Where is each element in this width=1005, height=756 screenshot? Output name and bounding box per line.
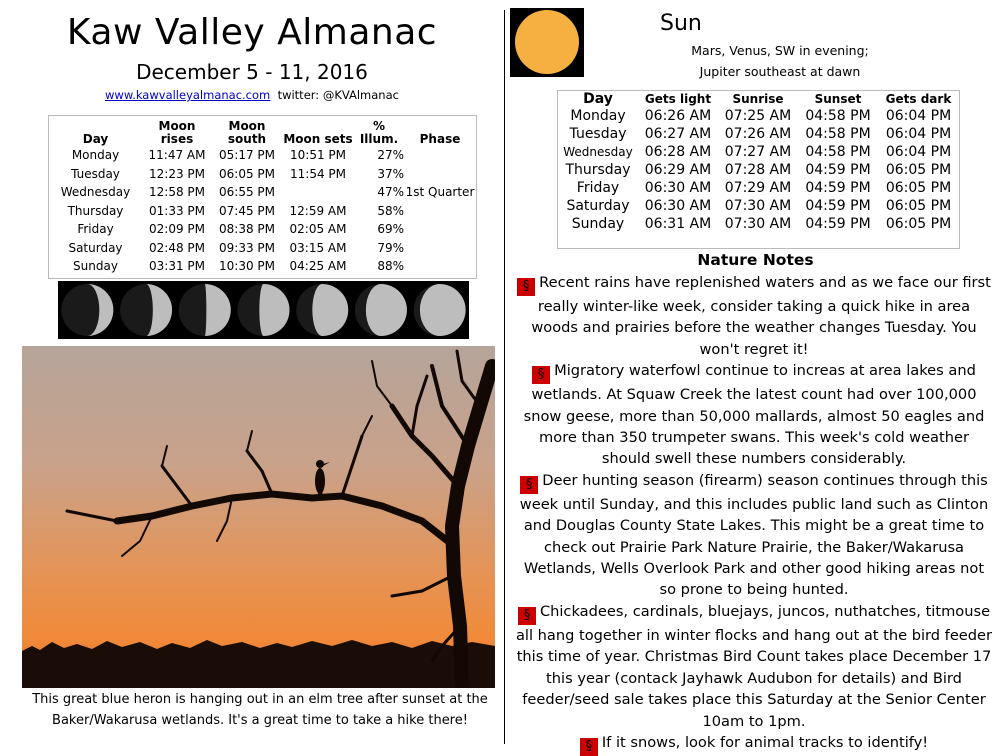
moon-phase: [404, 202, 476, 221]
moon-set-time: 12:59 AM: [289, 203, 347, 218]
moon-header-sets: Moon sets: [283, 132, 353, 146]
website-link[interactable]: www.kawvalleyalmanac.com: [105, 88, 271, 102]
moon-set-time: 02:05 AM: [289, 222, 347, 237]
sun-sunrise: 07:25 AM: [724, 108, 792, 124]
moon-day: Sunday: [73, 259, 118, 274]
planets-note: [690, 40, 870, 82]
moon-phase: [404, 220, 476, 239]
sun-gets-light: 06:27 AM: [644, 126, 712, 142]
moon-day: Monday: [71, 148, 120, 163]
moon-phase-images: [58, 281, 469, 339]
sun-day: Wednesday: [563, 145, 633, 159]
sun-sunrise: 07:27 AM: [724, 144, 792, 160]
moon-row: [49, 220, 476, 239]
moon-phase-icon: [179, 284, 231, 336]
sun-table-body: [558, 107, 959, 233]
sun-gets-dark: 06:05 PM: [885, 216, 952, 232]
sun-row: [558, 107, 959, 125]
moon-phase: [404, 239, 476, 258]
moon-phase-icon: [61, 284, 113, 336]
sun-sunrise: 07:30 AM: [724, 198, 792, 214]
moon-south-time: 10:30 PM: [219, 259, 275, 274]
heron-photo: [22, 346, 495, 688]
moon-south-time: 07:45 PM: [219, 203, 275, 218]
moon-illum: 37%: [377, 166, 404, 181]
moon-phase-icon: [120, 284, 172, 336]
sun-gets-light: 06:30 AM: [644, 198, 712, 214]
moon-phase-icon: [414, 284, 466, 336]
moon-rise-time: 02:09 PM: [149, 222, 205, 237]
moon-header-rises: Moon rises: [158, 119, 196, 146]
moon-rise-time: 12:58 PM: [149, 185, 205, 200]
twitter-handle: twitter: @KVAlmanac: [277, 88, 399, 102]
sun-gets-dark: 06:05 PM: [885, 180, 952, 196]
heron-sunset-image: [22, 346, 495, 688]
sun-row: [558, 125, 959, 143]
moon-illum: 79%: [377, 240, 404, 255]
sun-header-sunrise: Sunrise: [732, 92, 784, 106]
moon-header-phase: Phase: [419, 132, 461, 146]
section-marker-icon: §: [518, 607, 536, 625]
sun-gets-light: 06:30 AM: [644, 180, 712, 196]
date-range: December 5 - 11, 2016: [136, 60, 368, 84]
planets-line-1: Mars, Venus, SW in evening;: [691, 43, 869, 58]
sun-day: Sunday: [571, 216, 625, 232]
sun-row: [558, 143, 959, 161]
moon-day: Friday: [77, 222, 114, 237]
moon-row: [49, 202, 476, 221]
moon-illum: 88%: [377, 259, 404, 274]
sun-sunset: 04:59 PM: [805, 162, 871, 178]
moon-row: [49, 165, 476, 184]
nature-note: [514, 360, 994, 470]
nature-note-text: Recent rains have replenished waters and as we face our first really winter-like week, consider taking a quick hike in area woods and prairies before the weather changes Tuesday. You won't regret it!: [531, 274, 991, 358]
moon-illum: 27%: [377, 148, 404, 163]
moon-header-day: Day: [82, 132, 109, 146]
almanac-title: Kaw Valley Almanac: [66, 12, 438, 53]
nature-note-text: If it snows, look for animal tracks to identify!: [601, 733, 929, 751]
moon-rise-time: 03:31 PM: [149, 259, 205, 274]
moon-day: Tuesday: [71, 166, 120, 181]
moon-phase: 1st Quarter: [405, 185, 475, 200]
moon-set-time: [282, 183, 354, 202]
sun-day: Monday: [570, 108, 626, 124]
sun-table: [558, 91, 959, 233]
sun-day: Thursday: [565, 162, 631, 178]
nature-notes-title: Nature Notes: [697, 251, 814, 269]
moon-set-time: 10:51 PM: [290, 148, 346, 163]
moon-table-body: [49, 146, 476, 276]
section-marker-icon: §: [580, 738, 598, 756]
moon-south-time: 06:55 PM: [219, 185, 275, 200]
moon-row: [49, 257, 476, 276]
moon-day: Saturday: [68, 240, 123, 255]
moon-set-time: 04:25 AM: [289, 259, 347, 274]
moon-phase-icon: [296, 284, 348, 336]
sun-header-sunset: Sunset: [814, 92, 862, 106]
moon-phase-icon: [355, 284, 407, 336]
sun-gets-light: 06:29 AM: [644, 162, 712, 178]
nature-note: [514, 272, 994, 360]
sun-gets-light: 06:28 AM: [644, 144, 712, 160]
moon-rise-time: 11:47 AM: [148, 148, 206, 163]
sun-sunrise: 07:29 AM: [724, 180, 792, 196]
moon-south-time: 08:38 PM: [219, 222, 275, 237]
moon-illum: 58%: [377, 203, 404, 218]
moon-rise-time: 01:33 PM: [149, 203, 205, 218]
sun-gets-dark: 06:04 PM: [885, 144, 952, 160]
nature-note-text: Migratory waterfowl continue to increas at area lakes and wetlands. At Squaw Creek the latest count had over 100,000 snow geese, more than 50,000 mallards, almost 50 eagles and more than 350 trumpeter swans. This week's cold weather should swell these numbers considerably.: [523, 362, 985, 468]
nature-note: [514, 470, 994, 601]
moon-day: Wednesday: [60, 185, 131, 200]
moon-day: Thursday: [67, 203, 124, 218]
section-marker-icon: §: [532, 366, 550, 384]
moon-phase: [404, 257, 476, 276]
sun-row: [558, 215, 959, 233]
nature-note: [514, 601, 994, 732]
sun-sunset: 04:58 PM: [805, 126, 871, 142]
sun-day: Friday: [576, 180, 620, 196]
sun-header-gets-dark: Gets dark: [885, 92, 952, 106]
sun-disc: [510, 8, 584, 77]
sun-header-day: Day: [583, 91, 613, 107]
sun-sunset: 04:58 PM: [805, 144, 871, 160]
nature-note-text: Chickadees, cardinals, bluejays, juncos, nuthatches, titmouse all hang together in winter flocks and hang out at the bird feeder this time of year. Christmas Bird Count takes place December 17 this year (contack Jayhawk Audubon for details) and Bird feeder/seed sale takes place this Saturday at the Senior Center 10am to 1pm.: [515, 602, 993, 730]
nature-notes-list: [514, 272, 994, 756]
sun-day: Tuesday: [569, 126, 627, 142]
planets-line-2: Jupiter southeast at dawn: [699, 64, 861, 79]
nature-note-text: Deer hunting season (firearm) season continues through this week until Sunday, and this includes public land such as Clinton and Douglas County State Lakes. This might be a great time to check out Prairie Park Nature Prairie, the Baker/Wakarusa Wetlands, Wells Overlook Park and other good hiking areas not so prone to being hunted.: [519, 471, 989, 599]
sun-day: Saturday: [566, 198, 630, 214]
moon-set-time: 03:15 AM: [289, 240, 347, 255]
sun-gets-light: 06:26 AM: [644, 108, 712, 124]
moon-south-time: 06:05 PM: [219, 166, 275, 181]
moon-row: [49, 146, 476, 165]
sun-image: [510, 8, 584, 77]
section-marker-icon: §: [517, 278, 535, 296]
moon-south-time: 05:17 PM: [219, 148, 275, 163]
sun-gets-dark: 06:05 PM: [885, 162, 952, 178]
moon-phase-icon: [238, 284, 290, 336]
sun-row: [558, 179, 959, 197]
photo-caption: This great blue heron is hanging out in an elm tree after sunset at the Baker/Wakarusa wetlands. It's a great time to take a hike there!: [32, 692, 488, 728]
sun-sunrise: 07:26 AM: [724, 126, 792, 142]
moon-illum: 69%: [377, 222, 404, 237]
sun-title: Sun: [660, 11, 702, 36]
moon-table-box: [48, 115, 477, 279]
sun-sunset: 04:59 PM: [805, 180, 871, 196]
moon-set-time: 11:54 PM: [290, 166, 346, 181]
section-marker-icon: §: [520, 476, 538, 494]
sun-gets-dark: 06:04 PM: [885, 126, 952, 142]
moon-header-illum: % Illum.: [359, 119, 399, 146]
moon-row: [49, 239, 476, 258]
moon-illum: 47%: [377, 185, 404, 200]
moon-rise-time: 02:48 PM: [149, 240, 205, 255]
sun-table-box: [557, 90, 960, 249]
moon-phase: [404, 165, 476, 184]
moon-rise-time: 12:23 PM: [149, 166, 205, 181]
sun-gets-dark: 06:05 PM: [885, 198, 952, 214]
sun-sunset: 04:58 PM: [805, 108, 871, 124]
sun-gets-dark: 06:04 PM: [885, 108, 952, 124]
sun-sunset: 04:59 PM: [805, 216, 871, 232]
moon-south-time: 09:33 PM: [219, 240, 275, 255]
sun-sunrise: 07:28 AM: [724, 162, 792, 178]
moon-phase-strip: [58, 281, 469, 339]
sun-gets-light: 06:31 AM: [644, 216, 712, 232]
moon-header-south: Moon south: [227, 119, 267, 146]
moon-row: [49, 183, 476, 202]
sun-sunset: 04:59 PM: [805, 198, 871, 214]
sun-row: [558, 161, 959, 179]
moon-table: [49, 116, 476, 276]
sun-sunrise: 07:30 AM: [724, 216, 792, 232]
links-line: [0, 88, 504, 102]
sun-row: [558, 197, 959, 215]
left-page: [0, 0, 504, 744]
sun-header-gets-light: Gets light: [644, 92, 712, 106]
moon-phase: [404, 146, 476, 165]
page-divider: [504, 10, 505, 744]
